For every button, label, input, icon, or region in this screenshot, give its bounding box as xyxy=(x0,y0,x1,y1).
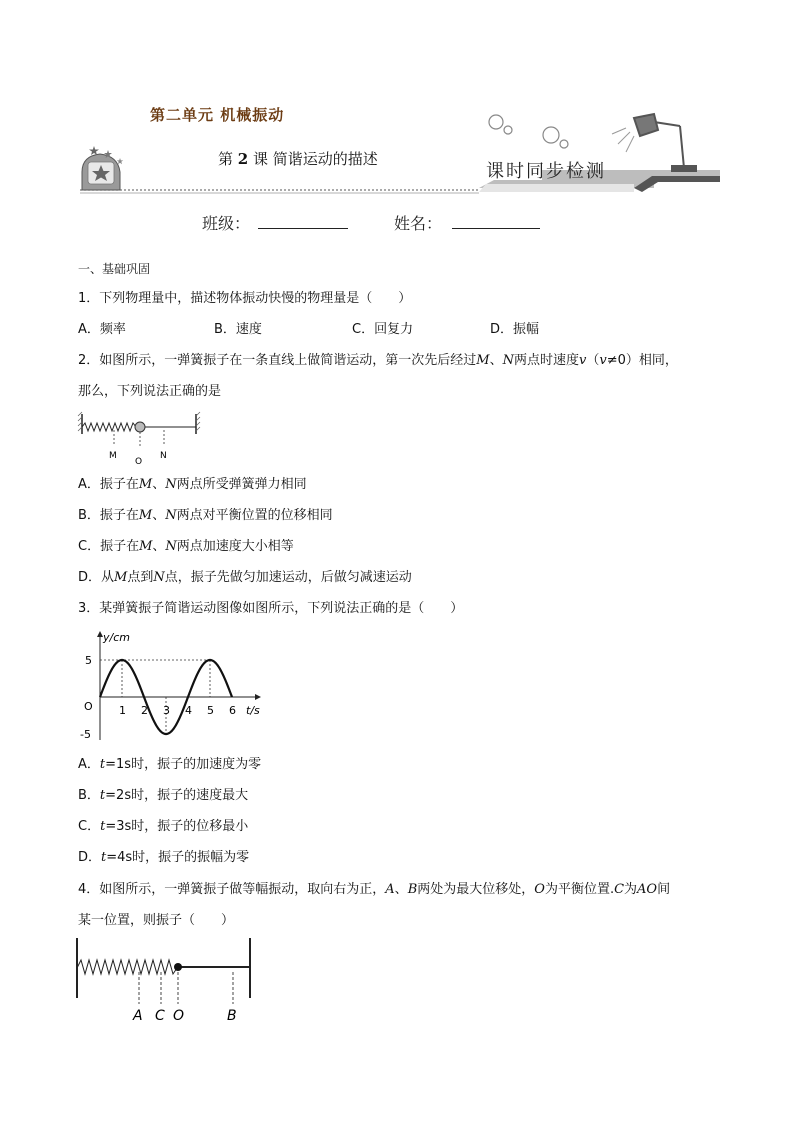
x-tick-label: 1 xyxy=(119,704,126,717)
q4-spring-figure xyxy=(72,934,262,1024)
spring xyxy=(82,423,136,431)
label-n: N xyxy=(160,451,167,461)
question-4-stem-line2: 某一位置，则振子（ ） xyxy=(78,913,235,928)
q3-shm-chart xyxy=(74,626,274,748)
q3-option-b: B．t=2s时，振子的速度最大 xyxy=(78,788,249,803)
unit-title: 第二单元 机械振动 xyxy=(150,106,285,124)
label-a: A xyxy=(133,1008,143,1024)
label-c: C xyxy=(155,1008,165,1024)
name-field[interactable] xyxy=(452,228,540,229)
q2-option-a: A．振子在M、N两点所受弹簧弹力相同 xyxy=(78,477,307,492)
q1-option-b: B．速度 xyxy=(214,322,262,337)
x-axis-label: t/s xyxy=(246,704,260,717)
q2-option-c: C．振子在M、N两点加速度大小相等 xyxy=(78,539,294,554)
section-title: 一、基础巩固 xyxy=(78,262,151,276)
question-2-stem-line2: 那么，下列说法正确的是 xyxy=(78,384,222,399)
class-label: 班级： xyxy=(202,214,251,233)
question-2-stem-line1: 2．如图所示，一弹簧振子在一条直线上做简谐运动，第一次先后经过M、N两点时速度v（v≠0）相同， xyxy=(78,353,678,368)
spring xyxy=(77,960,177,974)
q1-option-d: D．振幅 xyxy=(490,322,540,337)
q3-option-d: D．t=4s时，振子的振幅为零 xyxy=(78,850,250,865)
y-tick-label: -5 xyxy=(80,728,91,741)
question-4-stem-line1: 4．如图所示，一弹簧振子做等幅振动，取向右为正，A、B两处为最大位移处，O为平衡位置.C为AO间 xyxy=(78,882,671,897)
x-tick-label: 2 xyxy=(141,704,148,717)
label-o: O xyxy=(173,1008,185,1024)
question-3-stem: 3．某弹簧振子简谐运动图像如图所示，下列说法正确的是（ ） xyxy=(78,601,464,616)
label-m: M xyxy=(109,451,117,461)
q3-option-a: A．t=1s时，振子的加速度为零 xyxy=(78,757,262,772)
desk-lamp-icon xyxy=(612,114,696,171)
q3-option-c: C．t=3s时，振子的位移最小 xyxy=(78,819,249,834)
bubbles-icon xyxy=(489,115,568,148)
label-o: O xyxy=(135,457,143,466)
question-1-stem: 1．下列物理量中，描述物体振动快慢的物理量是（ ） xyxy=(78,291,412,306)
y-axis-label: y/cm xyxy=(103,631,130,644)
x-tick-label: 6 xyxy=(229,704,236,717)
class-field[interactable] xyxy=(258,228,348,229)
q1-option-c: C．回复力 xyxy=(352,322,414,337)
y-tick-label: 5 xyxy=(85,654,92,667)
x-tick-label: 5 xyxy=(207,704,214,717)
x-tick-label: 3 xyxy=(163,704,170,717)
q1-option-a: A．频率 xyxy=(78,322,126,337)
star-badge-icon xyxy=(82,146,123,190)
banner-label: 课时同步检测 xyxy=(486,161,606,182)
q2-spring-figure xyxy=(74,410,214,466)
q2-option-d: D．从M点到N点，振子先做匀加速运动，后做匀减速运动 xyxy=(78,570,412,585)
x-tick-label: 4 xyxy=(185,704,192,717)
name-label: 姓名： xyxy=(394,214,443,233)
origin-label: O xyxy=(84,700,93,713)
label-b: B xyxy=(227,1008,237,1024)
oscillator-ball xyxy=(135,422,145,432)
lesson-title: 第 2 课 简谐运动的描述 xyxy=(218,150,378,168)
oscillator-ball xyxy=(174,963,182,971)
q2-option-b: B．振子在M、N两点对平衡位置的位移相同 xyxy=(78,508,333,523)
